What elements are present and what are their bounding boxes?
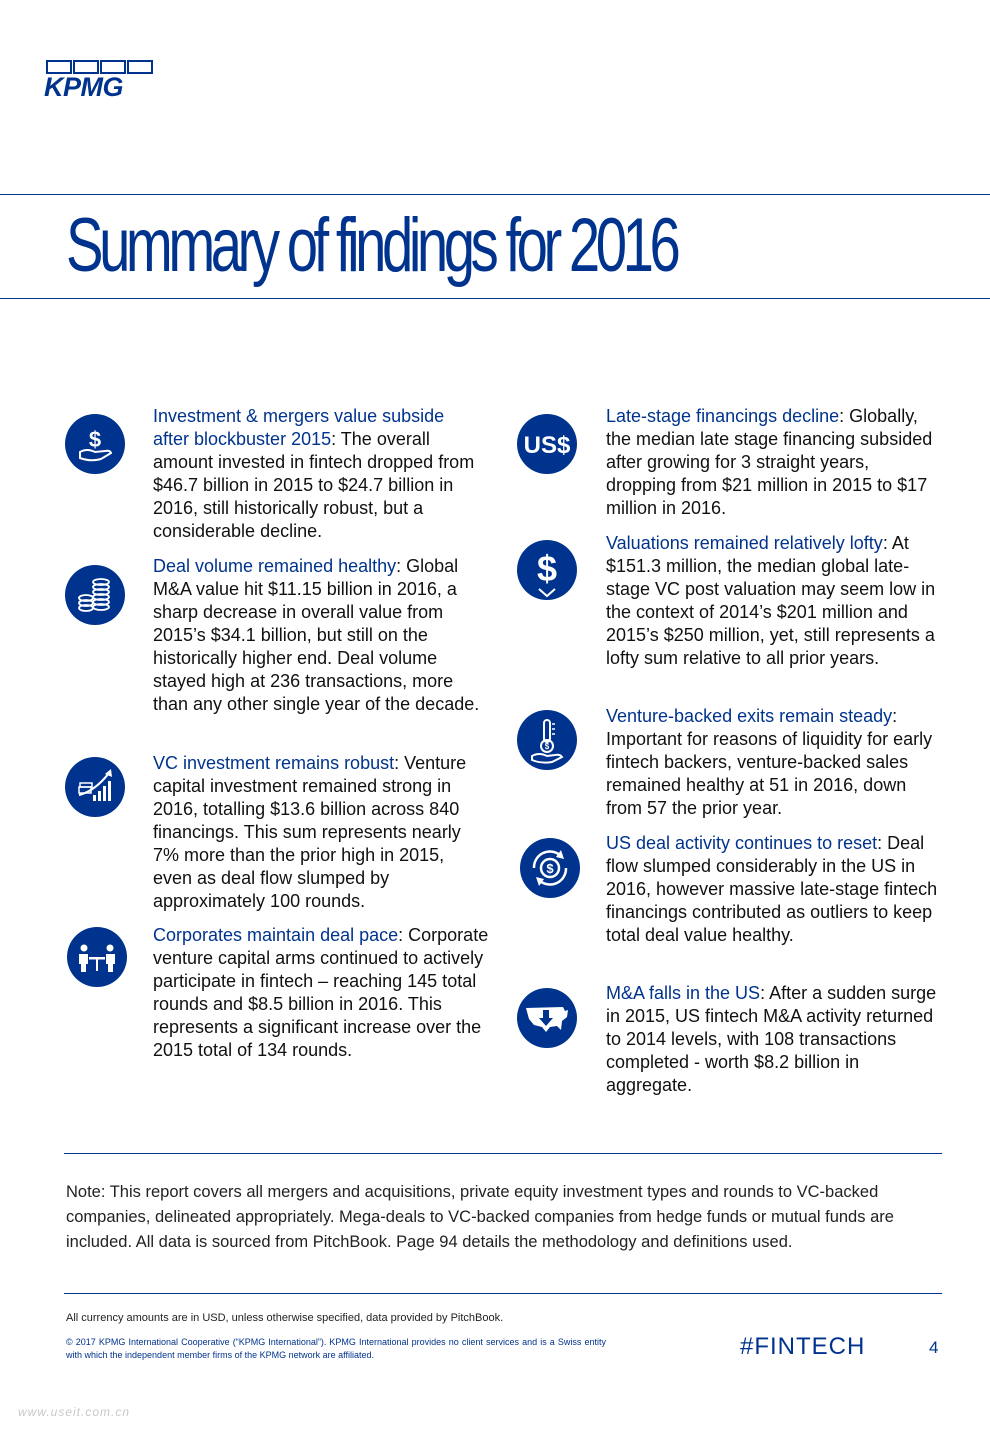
dollar-down-icon — [517, 540, 577, 600]
growth-chart-icon — [65, 757, 125, 817]
finding-body: : After a sudden surge in 2015, US fintech M&A activity returned to 2014 levels, with 108 transactions completed - worth $8.2 billion in aggregate. — [606, 983, 937, 1095]
thermometer-hand-icon — [517, 710, 577, 770]
finding-body: : The overall amount invested in fintech dropped from $46.7 billion in 2015 to $24.7 billion in 2016, still historically robust, but a considerable decline. — [153, 429, 475, 541]
finding-heading: US deal activity continues to reset — [606, 833, 878, 853]
finding-body: : Venture capital investment remained strong in 2016, totalling $13.6 billion across 840 financings. This sum represents nearly 7% more than the prior high in 2015, even as deal flow slumped by approximately 100 rounds. — [153, 753, 467, 911]
note-top-rule — [64, 1153, 942, 1154]
finding-heading: Corporates maintain deal pace — [153, 925, 399, 945]
logo-text: KPMG — [44, 72, 123, 102]
title-top-rule — [0, 194, 990, 195]
finding-heading: Late-stage financings decline — [606, 406, 840, 426]
finding-heading: VC investment remains robust — [153, 753, 395, 773]
title-bottom-rule — [0, 298, 990, 299]
note-bottom-rule — [64, 1293, 942, 1294]
fintech-hashtag: #FINTECH — [740, 1333, 866, 1360]
coin-stacks-icon — [65, 565, 125, 625]
svg-text:$: $ — [536, 548, 558, 589]
finding-heading: Valuations remained relatively lofty — [606, 533, 883, 553]
us-dollar-icon — [517, 414, 577, 474]
finding-body: : Corporate venture capital arms continued to actively participate in fintech – reaching 145 total rounds and $8.5 billion in 2016. This represents a significant increase over the 2015 total of 134 rounds. — [153, 925, 489, 1060]
finding-body: : Important for reasons of liquidity for early fintech backers, venture-backed sales remained healthy at 51 in 2016, down from 57 the prior year. — [606, 706, 933, 818]
money-hand-icon — [65, 414, 125, 474]
svg-text:$: $ — [88, 427, 102, 452]
watermark: www.useit.com.cn — [18, 1405, 131, 1419]
page-number: 4 — [929, 1338, 939, 1357]
meeting-table-icon — [67, 927, 127, 987]
svg-text:$: $ — [544, 742, 550, 751]
copyright-text: © 2017 KPMG International Cooperative (“KPMG International”). KPMG International provides no client services and is a Swiss entity with which the independent member firms of the KPMG network are affiliated. — [66, 1337, 606, 1360]
currency-note: All currency amounts are in USD, unless otherwise specified, data provided by PitchBook. — [66, 1312, 504, 1324]
svg-text:$: $ — [546, 861, 554, 876]
us-map-down-icon — [517, 988, 577, 1048]
methodology-note: Note: This report covers all mergers and acquisitions, private equity investment types and rounds to VC-backed companies, delineated appropriately. Mega-deals to VC-backed companies from hedge funds or mutual funds are included. All data is sourced from PitchBook. Page 94 details the methodology and definitions used. — [66, 1183, 894, 1251]
finding-body: : At $151.3 million, the median global late-stage VC post valuation may seem low in the context of 2014’s $201 million and 2015’s $250 million, yet, still represents a lofty sum relative to all prior years. — [606, 533, 936, 668]
finding-body: : Globally, the median late stage financing subsided after growing for 3 straight years, dropping from $21 million in 2015 to $17 million in 2016. — [606, 406, 933, 518]
us-dollar-text: US$ — [523, 432, 571, 459]
page-title: Summary of findings for 2016 — [66, 203, 677, 288]
dollar-cycle-icon — [520, 838, 580, 898]
finding-body: : Deal flow slumped considerably in the US in 2016, however massive late-stage fintech financings contributed as outliers to keep total deal value healthy. — [606, 833, 938, 945]
finding-heading: Venture-backed exits remain steady — [606, 706, 893, 726]
finding-heading: Deal volume remained healthy — [153, 556, 397, 576]
finding-body: : Global M&A value hit $11.15 billion in 2016, a sharp decrease in overall value from 2015’s $34.1 billion, but still on the historically higher end. Deal volume stayed high at 236 transactions, more than any other single year of the decade. — [153, 556, 480, 714]
kpmg-logo — [44, 60, 156, 104]
finding-heading: Investment & mergers value subside after blockbuster 2015 — [153, 406, 445, 449]
finding-heading: M&A falls in the US — [606, 983, 761, 1003]
